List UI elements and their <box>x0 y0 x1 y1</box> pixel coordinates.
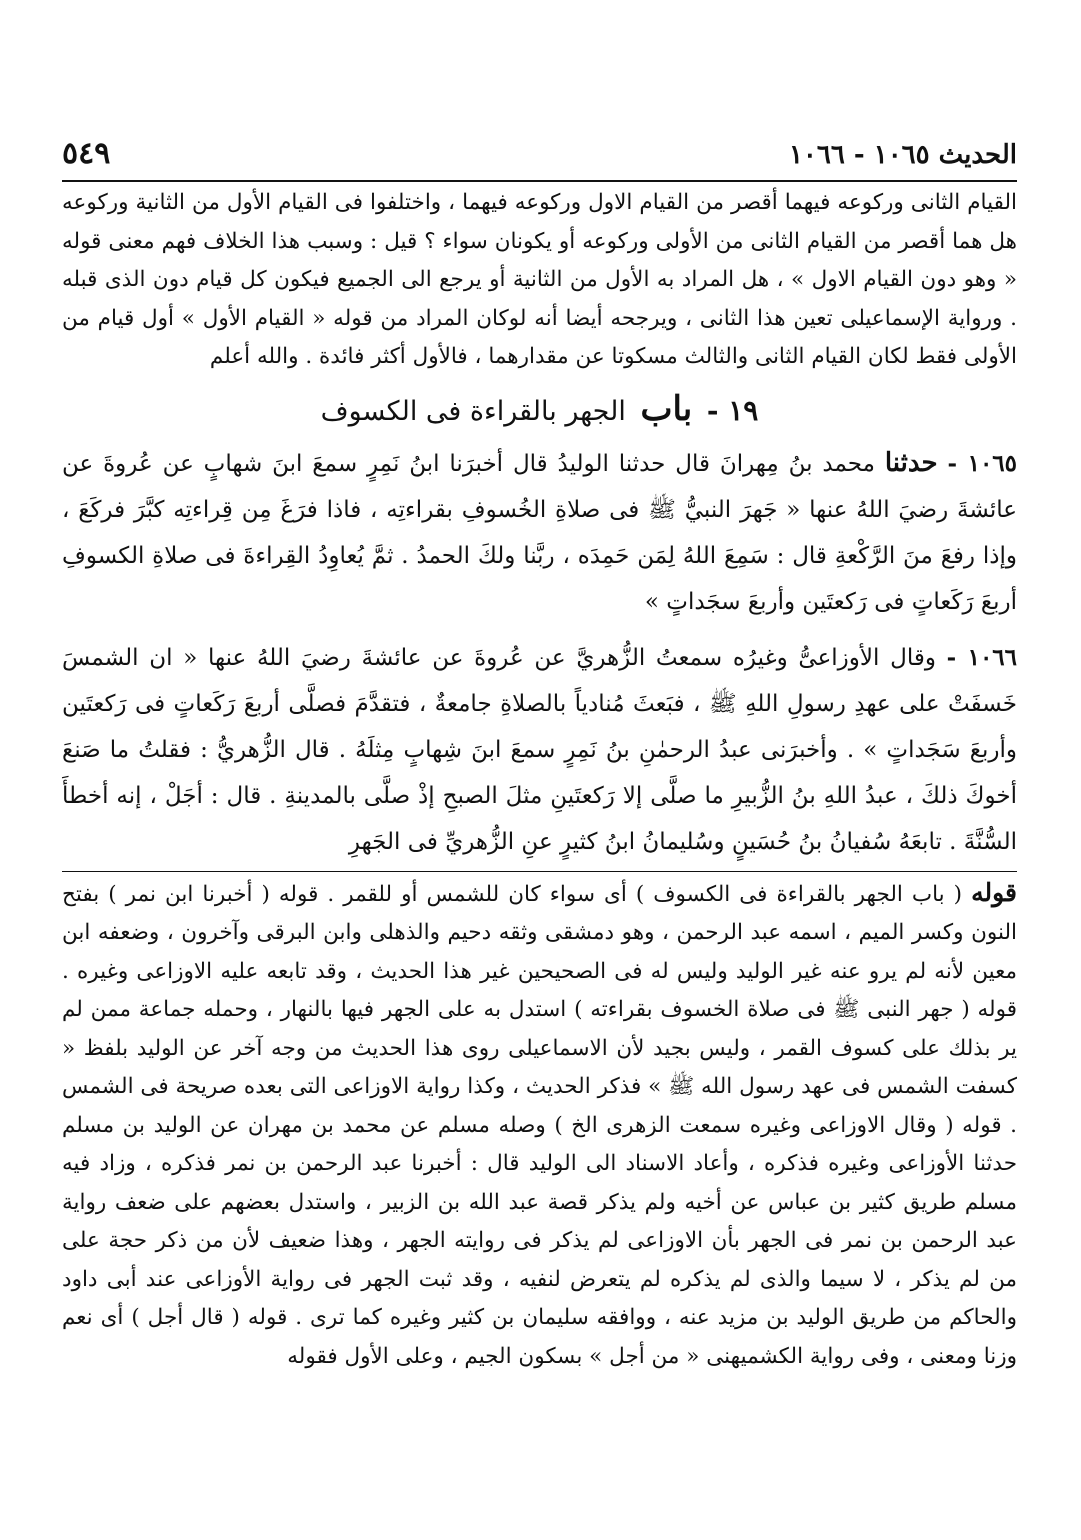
chapter-bab-word: باب <box>640 388 693 429</box>
commentary-qawluh: قوله <box>971 877 1017 907</box>
chapter-title: الجهر بالقراءة فى الكسوف <box>320 395 626 427</box>
hadith-1066 <box>62 635 1017 865</box>
chapter-heading <box>62 389 1017 432</box>
page-number: ٥٤٩ <box>62 136 111 171</box>
hadith-text: وقال الأوزاعىُّ وغيرُه سمعتُ الزُّهريَّ عن عُروةَ عن عائشةَ رضيَ اللهُ عنها « ان الشمسَ خَسفَتْ على عهدِ رسولِ اللهِ ﷺ ، فبَعثَ مُنادياً بالصلاةِ جامعةٌ ، فتقدَّمَ فصلَّى أربعَ رَكَعاتٍ فى رَكعتَين وأربعَ سَجَداتٍ » . وأخبرَنى عبدُ الرحمٰنِ بنُ نَمِرٍ سمعَ ابنَ شِهابٍ مِثلَهُ . قال الزُّهريُّ : فقلتُ ما صَنعَ أخوكَ ذلكَ ، عبدُ اللهِ بنُ الزُّبيرِ ما صلَّى إلا رَكعتَينِ مثلَ الصبحِ إذْ صلَّى بالمدينةِ . قال : أجَلْ ، إنه أخطأَ السُّنَّةَ . تابعَهُ سُفيانُ بنُ حُسَينٍ وسُليمانُ ابنُ كثيرٍ عنِ الزُّهريِّ فى الجَهرِ <box>62 644 1017 855</box>
top-commentary: القيام الثانى وركوعه فيهما أقصر من القيام الاول وركوعه فيهما ، واختلفوا فى القيام الأول من الثانية وركوعه هل هما أقصر من القيام الثانى من الأولى وركوعه أو يكونان سواء ؟ قيل : وسبب هذا الخلاف فهم معنى قوله « وهو دون القيام الاول » ، هل المراد به الأول من الثانية أو يرجع الى الجميع فيكون كل قيام دون الذى قبله . ورواية الإسماعيلى تعين هذا الثانى ، ويرجحه أيضا أنه لوكان المراد من قوله « القيام الأول » أول قيام من الأولى فقط لكان القيام الثانى والثالث مسكوتا عن مقدارهما ، فالأول أكثر فائدة . والله أعلم <box>62 190 1017 369</box>
hadith-text: محمد بنُ مِهرانَ قال حدثنا الوليدُ قال أخبرَنا ابنُ نَمِرٍ سمعَ ابنَ شهابٍ عن عُروةَ عن عائشةَ رضيَ اللهُ عنها « جَهرَ النبيُّ ﷺ فى صلاةِ الخُسوفِ بقراءتِه ، فاذا فرَغَ مِن قِراءتِه كبَّرَ فركَعَ ، وإذا رفعَ منَ الرَّكْعةِ قال : سَمِعَ اللهُ لِمَن حَمِدَه ، ربَّنا ولكَ الحمدُ . ثمَّ يُعاوِدُ القِراءةَ فى صلاةِ الكسوفِ أربعَ رَكَعاتٍ فى رَكعتَين وأربعَ سجَداتٍ » <box>62 450 1017 615</box>
bottom-commentary <box>62 874 1017 1377</box>
commentary-text: ( باب الجهر بالقراءة فى الكسوف ) أى سواء كان للشمس أو للقمر . قوله ( أخبرنا ابن نمر ) بفتح النون وكسر الميم ، اسمه عبد الرحمن ، وهو دمشقى وثقه دحيم والذهلى وابن البرقى وآخرون ، وضعفه ابن معين لأنه لم يرو عنه غير الوليد وليس له فى الصحيحين غير هذا الحديث ، وقد تابعه عليه الاوزاعى وغيره . قوله ( جهر النبى ﷺ فى صلاة الخسوف بقراءته ) استدل به على الجهر فيها بالنهار ، وحمله جماعة ممن لم ير بذلك على كسوف القمر ، وليس بجيد لأن الاسماعيلى روى هذا الحديث من وجه آخر عن الوليد بلفظ « كسفت الشمس فى عهد رسول الله ﷺ » فذكر الحديث ، وكذا رواية الاوزاعى التى بعده صريحة فى الشمس . قوله ( وقال الاوزاعى وغيره سمعت الزهرى الخ ) وصله مسلم عن محمد بن مهران عن الوليد بن مسلم حدثنا الأوزاعى وغيره فذكره ، وأعاد الاسناد الى الوليد قال : أخبرنا عبد الرحمن بن نمر فذكره ، وزاد فيه مسلم طريق كثير بن عباس عن أخيه ولم يذكر قصة عبد الله بن الزبير ، واستدل بعضهم على ضعف رواية عبد الرحمن بن نمر فى الجهر بأن الاوزاعى لم يذكر فى روايته الجهر ، وهذا ضعيف لأن من ذكر حجة على من لم يذكر ، لا سيما والذى لم يذكره لم يتعرض لنفيه ، وقد ثبت الجهر فى رواية الأوزاعى عند أبى داود والحاكم من طريق الوليد بن مزيد عنه ، ووافقه سليمان بن كثير وغيره كما ترى . قوله ( قال أجل ) أى نعم وزنا ومعنى ، وفى رواية الكشميهنى « من أجل » بسكون الجيم ، وعلى الأول فقوله <box>62 881 1017 1369</box>
chapter-number: ١٩ - <box>706 393 759 427</box>
book-page <box>62 136 1018 1530</box>
hadith-narration-word: حدثنا <box>884 447 938 478</box>
hadith-1065 <box>62 440 1017 625</box>
section-divider <box>62 871 1017 872</box>
hadith-number: ١٠٦٦ - <box>946 643 1018 671</box>
page-header <box>62 136 1017 182</box>
hadith-number: ١٠٦٥ - <box>947 449 1018 477</box>
running-title: الحديث ١٠٦٥ - ١٠٦٦ <box>788 140 1017 170</box>
